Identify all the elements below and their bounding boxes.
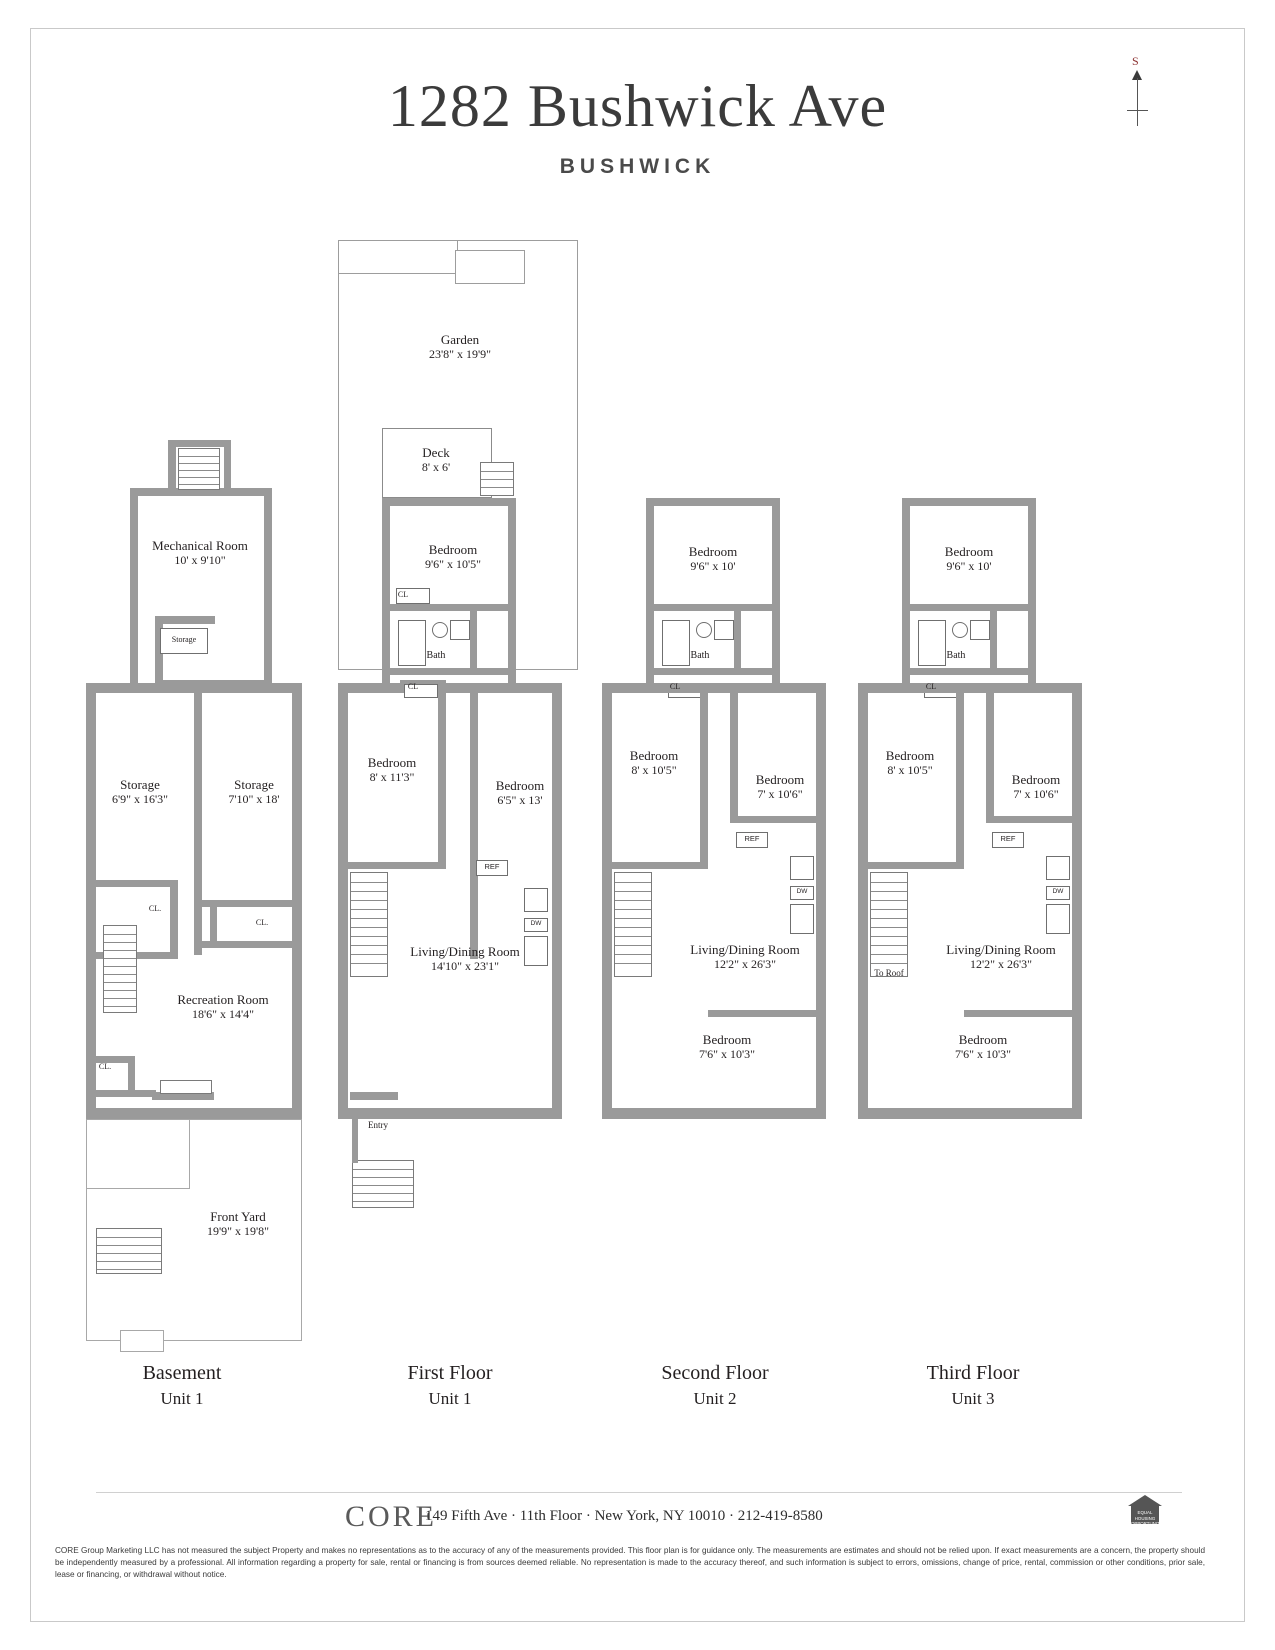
room-label-bath: Bath (690, 650, 710, 661)
page-subtitle: BUSHWICK (559, 155, 716, 178)
footer-address: 149 Fifth Ave · 11th Floor · New York, NY 10010 · 212-419-8580 (425, 1508, 823, 1524)
room-label-bath: Bath (946, 650, 966, 661)
compass-label: S (1132, 54, 1139, 68)
closet-label: CL. (148, 904, 162, 913)
room-label: Deck 8' x 6' (421, 445, 451, 475)
core-logo: CORE (345, 1500, 438, 1533)
closet-label: CL (407, 682, 419, 691)
page-title: 1282 Bushwick Ave (387, 73, 888, 139)
room-label: Bedroom 8' x 10'5" (629, 748, 679, 778)
refrigerator-label: REF (476, 860, 508, 876)
room-label: Bedroom 6'5" x 13' (495, 778, 545, 808)
refrigerator-label: REF (736, 832, 768, 848)
room-label: Storage 6'9" x 16'3" (111, 777, 169, 807)
room-label: Bedroom 7' x 10'6" (755, 772, 805, 802)
closet-label: CL (669, 682, 681, 691)
floor-caption-second: Second Floor Unit 2 (661, 1362, 769, 1408)
dishwasher-label: DW (524, 918, 548, 932)
room-label: Bedroom 9'6" x 10' (688, 544, 738, 574)
room-label: Front Yard 19'9" x 19'8" (206, 1209, 270, 1239)
to-roof-label: To Roof (874, 968, 904, 978)
room-label: Bedroom 7'6" x 10'3" (698, 1032, 756, 1062)
closet-label: CL (925, 682, 937, 691)
dishwasher-label: DW (790, 886, 814, 900)
room-label: Mechanical Room 10' x 9'10" (152, 538, 248, 568)
equal-housing-opportunity-icon (1128, 1495, 1162, 1527)
eho-text: EQUAL HOUSING OPPORTUNITY (1131, 1510, 1163, 1526)
room-label: Storage 7'10" x 18' (228, 777, 280, 807)
room-label: Living/Dining Room 12'2" x 26'3" (946, 942, 1056, 972)
dishwasher-label: DW (1046, 886, 1070, 900)
closet-label: CL. (98, 1062, 112, 1071)
room-label: Bedroom 9'6" x 10' (944, 544, 994, 574)
room-label-storage-small: Storage (171, 635, 197, 644)
room-label: Bedroom 8' x 11'3" (367, 755, 417, 785)
floor-caption-third: Third Floor Unit 3 (926, 1362, 1020, 1408)
room-label: Living/Dining Room 12'2" x 26'3" (690, 942, 800, 972)
floor-caption-basement: Basement Unit 1 (142, 1362, 222, 1408)
room-label: Bedroom 8' x 10'5" (885, 748, 935, 778)
room-label: Living/Dining Room 14'10" x 23'1" (410, 944, 520, 974)
room-label-bath: Bath (426, 650, 446, 661)
closet-label: CL. (255, 918, 269, 927)
room-label: Recreation Room 18'6" x 14'4" (177, 992, 269, 1022)
room-label: Bedroom 7' x 10'6" (1011, 772, 1061, 802)
closet-label: CL (397, 590, 409, 599)
room-label: Bedroom 7'6" x 10'3" (954, 1032, 1012, 1062)
refrigerator-label: REF (992, 832, 1024, 848)
footer-divider (96, 1492, 1182, 1493)
room-label: Bedroom 9'6" x 10'5" (424, 542, 482, 572)
room-label: Garden 23'8" x 19'9" (428, 332, 492, 362)
floor-caption-first: First Floor Unit 1 (407, 1362, 493, 1408)
entry-label: Entry (368, 1120, 388, 1130)
disclaimer-text: CORE Group Marketing LLC has not measured the subject Property and makes no representations as to the accuracy of any of the measurements provided. This floor plan is for guidance only. The measurements are estimates and should not be relied upon. If exact measurements are a concern, the property should be independently measured by a professional. All information regarding a property for sale, rental or financing is from sources deemed reliable. No representation is made to the accuracy thereof, and such information is subject to errors, omissions, change of price, rental, commission or other conditions, prior sale, lease or financing, or withdrawal without notice. (55, 1546, 1205, 1579)
